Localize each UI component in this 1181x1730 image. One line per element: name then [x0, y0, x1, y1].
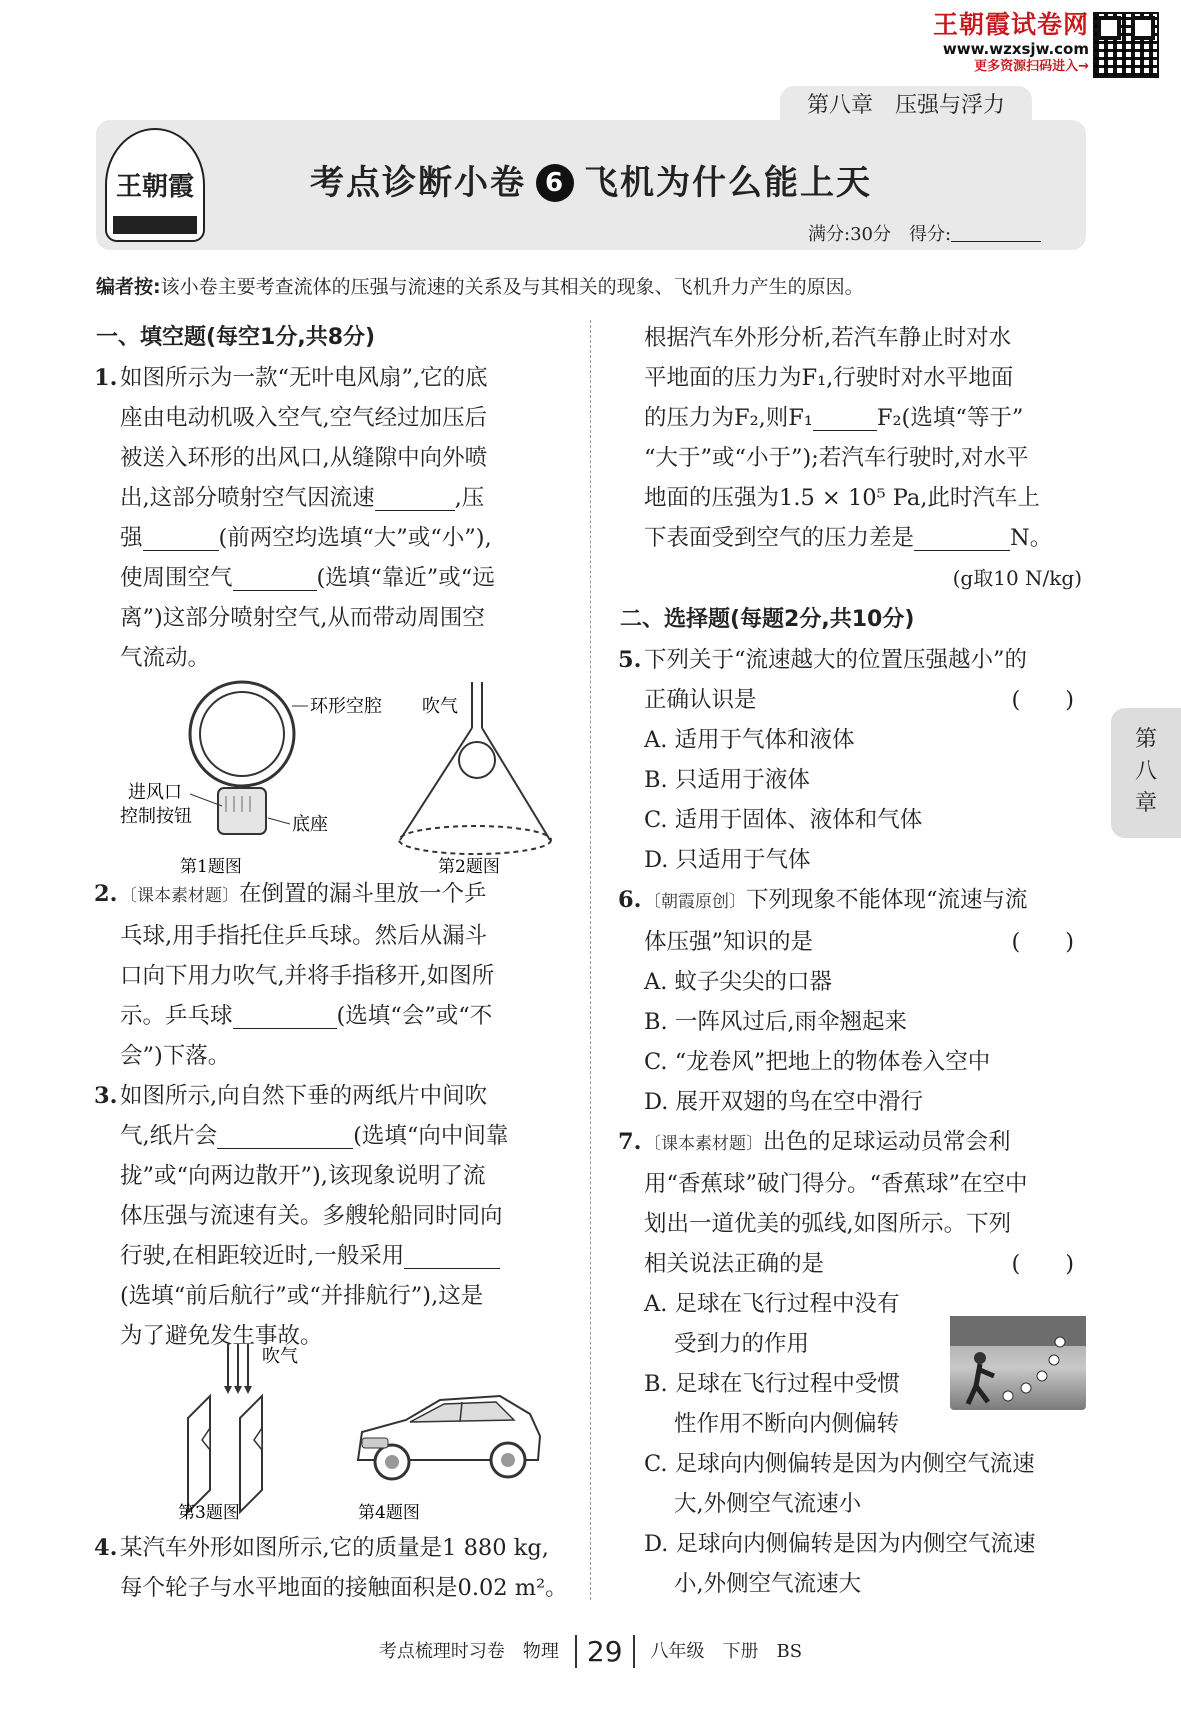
- text-line: 乓球,用手指托住乒乓球。然后从漏斗: [120, 923, 488, 949]
- label-button: 控制按钮: [120, 806, 192, 827]
- question-2: [96, 874, 568, 1076]
- brand-block: [933, 10, 1089, 75]
- text-line: [644, 922, 1082, 962]
- section-choice-title: 二、选择题(每题2分,共10分): [620, 607, 915, 632]
- car-figure: [358, 1396, 540, 1479]
- answer-paren[interactable]: ( ): [1011, 1251, 1074, 1277]
- title-main: 飞机为什么能上天: [584, 163, 872, 203]
- score-label: 得分:: [908, 224, 952, 245]
- soccer-photo: [950, 1316, 1086, 1410]
- text-seg: 示。乒乓球: [120, 1003, 233, 1029]
- text-line: [644, 1122, 1082, 1164]
- caption-fig2: 第2题图: [438, 857, 500, 877]
- title-prefix: 考点诊断小卷: [310, 163, 526, 203]
- text-line: 某汽车外形如图所示,它的质量是1 880 kg,: [120, 1535, 549, 1561]
- text-seg: 正确认识是: [644, 687, 757, 713]
- answer-blank[interactable]: [217, 1122, 353, 1149]
- label-inlet: 进风口: [128, 782, 182, 803]
- question-number: 1.: [94, 365, 118, 391]
- logo-text: 王朝霞: [115, 172, 194, 202]
- text-seg: 下表面受到空气的压力差是: [644, 525, 915, 551]
- text-seg: (选填“向中间靠: [353, 1123, 509, 1149]
- text-seg: (选填“会”或“不: [336, 1003, 493, 1029]
- option-d[interactable]: D. 展开双翅的鸟在空中滑行: [644, 1089, 924, 1115]
- text-line: 拢”或“向两边散开”),该现象说明了流: [120, 1163, 486, 1189]
- text-line: 会”)下落。: [120, 1043, 231, 1069]
- column-divider: [590, 320, 591, 1600]
- text-line: [120, 478, 568, 518]
- full-score: 满分:30分: [808, 224, 891, 245]
- text-line: 平地面的压力为F₁,行驶时对水平地面: [644, 365, 1014, 391]
- side-tab-char: 第: [1134, 727, 1157, 752]
- figure-1-2: [110, 680, 570, 880]
- option-c-cont: 大,外侧空气流速小: [674, 1491, 862, 1517]
- option-b-cont: 性作用不断向内侧偏转: [674, 1411, 900, 1437]
- footer-right: 八年级 下册 BS: [650, 1641, 803, 1662]
- text-line: 被送入环形的出风口,从缝隙中向外喷: [120, 445, 488, 471]
- label-ring: 环形空腔: [310, 696, 382, 717]
- answer-blank[interactable]: [375, 484, 455, 511]
- left-column-b: [96, 874, 568, 1356]
- answer-paren[interactable]: ( ): [1011, 687, 1074, 713]
- option-a-cont: 受到力的作用: [674, 1331, 810, 1357]
- text-line: [120, 1116, 568, 1156]
- caption-fig1: 第1题图: [180, 857, 242, 877]
- footer-left: 考点梳理时习卷 物理: [378, 1641, 559, 1662]
- question-6: [620, 880, 1082, 1122]
- text-seg: 下列现象不能体现“流速与流: [746, 887, 1028, 913]
- text-line: 下列关于“流速越大的位置压强越小”的: [644, 647, 1028, 673]
- question-tag: 〔课本素材题〕: [644, 1134, 763, 1154]
- text-seg: 使周围空气: [120, 565, 233, 591]
- question-tag: 〔课本素材题〕: [120, 886, 239, 906]
- side-tab-char: 八: [1134, 759, 1157, 784]
- text-line: [644, 880, 1082, 922]
- answer-blank[interactable]: [914, 524, 1010, 551]
- option-a[interactable]: A. 足球在飞行过程中没有: [644, 1291, 900, 1317]
- logo-ribbon: [113, 216, 197, 234]
- text-line: (g取10 N/kg): [952, 566, 1082, 590]
- caption-fig4: 第4题图: [358, 1503, 420, 1523]
- text-line: [120, 558, 568, 598]
- option-c[interactable]: C. 适用于固体、液体和气体: [644, 807, 923, 833]
- text-line: 用“香蕉球”破门得分。“香蕉球”在空中: [644, 1171, 1028, 1197]
- option-a[interactable]: A. 蚊子尖尖的口器: [644, 969, 833, 995]
- text-seg: N。: [1010, 525, 1053, 551]
- paper-figure: [188, 1344, 262, 1512]
- label-blow: 吹气: [422, 696, 458, 717]
- caption-fig3: 第3题图: [178, 1503, 240, 1523]
- text-seg: (选填“靠近”或“远: [316, 565, 495, 591]
- question-3: [96, 1076, 568, 1356]
- text-line: [644, 398, 1082, 438]
- logo: [105, 128, 205, 242]
- text-line: [644, 680, 1082, 720]
- option-a[interactable]: A. 适用于气体和液体: [644, 727, 855, 753]
- label-base: 底座: [292, 814, 328, 835]
- text-line: 离”)这部分喷射空气,从而带动周围空: [120, 605, 485, 631]
- page-number: 29: [575, 1635, 635, 1668]
- text-seg: 行驶,在相距较近时,一般采用: [120, 1243, 405, 1269]
- text-seg: 气,纸片会: [120, 1123, 218, 1149]
- text-line: [120, 1236, 568, 1276]
- question-number: 3.: [94, 1083, 118, 1109]
- answer-paren[interactable]: ( ): [1011, 929, 1074, 955]
- score-blank[interactable]: [951, 225, 1041, 242]
- chapter-tab: 第八章 压强与浮力: [780, 86, 1032, 124]
- option-b[interactable]: B. 足球在飞行过程中受惯: [644, 1371, 900, 1397]
- question-tag: 〔朝霞原创〕: [644, 892, 746, 912]
- section-fill-title: 一、填空题(每空1分,共8分): [96, 325, 376, 350]
- answer-blank[interactable]: [233, 1002, 337, 1029]
- left-column-c: [96, 1528, 576, 1608]
- text-line: 如图所示,向自然下垂的两纸片中间吹: [120, 1083, 488, 1109]
- answer-blank[interactable]: [404, 1242, 500, 1269]
- text-seg: 体压强”知识的是: [644, 929, 814, 955]
- figure-3-4: [110, 1340, 570, 1526]
- text-line: 为了避免发生事故。: [120, 1323, 323, 1349]
- text-seg: ,压: [454, 485, 485, 511]
- text-seg: 出色的足球运动员常会利: [763, 1129, 1011, 1155]
- question-4-cont: [620, 318, 1082, 598]
- chapter-side-tab: [1111, 708, 1181, 838]
- question-5: [620, 640, 1082, 880]
- text-line: 地面的压强为1.5 × 10⁵ Pa,此时汽车上: [644, 485, 1040, 511]
- text-line: 座由电动机吸入空气,空气经过加压后: [120, 405, 488, 431]
- brand-more: 更多资源扫码进入→: [974, 59, 1089, 74]
- text-line: 划出一道优美的弧线,如图所示。下列: [644, 1211, 1012, 1237]
- question-1: [96, 358, 568, 678]
- text-seg: 出,这部分喷射空气因流速: [120, 485, 375, 511]
- text-seg: 在倒置的漏斗里放一个乒: [239, 881, 487, 907]
- side-tab-char: 章: [1134, 791, 1157, 816]
- option-d[interactable]: D. 足球向内侧偏转是因为内侧空气流速: [644, 1531, 1036, 1557]
- option-d[interactable]: D. 只适用于气体: [644, 847, 811, 873]
- text-line: (选填“前后航行”或“并排航行”),这是: [120, 1283, 484, 1309]
- question-number: 2.: [94, 881, 118, 907]
- text-seg: 相关说法正确的是: [644, 1251, 825, 1277]
- option-c[interactable]: C. 足球向内侧偏转是因为内侧空气流速: [644, 1451, 1035, 1477]
- left-column: [96, 318, 568, 678]
- text-line: 每个轮子与水平地面的接触面积是0.02 m²。: [120, 1575, 568, 1601]
- editor-note: [96, 272, 1086, 299]
- fan-figure: [190, 682, 308, 834]
- text-line: “大于”或“小于”);若汽车行驶时,对水平: [644, 445, 1029, 471]
- text-line: 根据汽车外形分析,若汽车静止时对水: [644, 325, 1012, 351]
- text-line: [644, 518, 1082, 558]
- text-line: [120, 874, 568, 916]
- option-c[interactable]: C. “龙卷风”把地上的物体卷入空中: [644, 1049, 991, 1075]
- question-number: 4.: [94, 1535, 118, 1561]
- text-line: 如图所示为一款“无叶电风扇”,它的底: [120, 365, 488, 391]
- answer-blank[interactable]: [233, 564, 317, 591]
- score-line: [808, 220, 1041, 246]
- editor-label: 编者按:: [96, 276, 161, 298]
- question-number: 5.: [618, 647, 642, 673]
- label-blow-3: 吹气: [262, 1346, 298, 1367]
- option-b[interactable]: B. 一阵风过后,雨伞翘起来: [644, 1009, 907, 1035]
- question-number: 6.: [618, 887, 642, 913]
- page-footer: [0, 1635, 1181, 1668]
- question-number: 7.: [618, 1129, 642, 1155]
- answer-blank[interactable]: [813, 404, 877, 431]
- brand-url[interactable]: www.wzxsjw.com: [942, 40, 1089, 58]
- editor-text: 该小卷主要考查流体的压强与流速的关系及与其相关的现象、飞机升力产生的原因。: [160, 276, 864, 298]
- text-line: 体压强与流速有关。多艘轮船同时同向: [120, 1203, 503, 1229]
- text-seg: 的压力为F₂,则F₁: [644, 405, 813, 431]
- text-seg: F₂(选填“等于”: [876, 405, 1024, 431]
- text-seg: (前两空均选填“大”或“小”),: [218, 525, 492, 551]
- answer-blank[interactable]: [143, 524, 219, 551]
- text-seg: 强: [120, 525, 143, 551]
- brand-name: 王朝霞试卷网: [932, 10, 1089, 39]
- title-number: 6: [536, 164, 574, 202]
- text-line: [644, 1244, 1082, 1284]
- text-line: [120, 996, 568, 1036]
- text-line: [120, 518, 568, 558]
- right-column: [620, 318, 1082, 1604]
- question-4: [96, 1528, 576, 1608]
- page-title: [310, 155, 970, 204]
- option-d-cont: 小,外侧空气流速大: [674, 1571, 862, 1597]
- option-b[interactable]: B. 只适用于液体: [644, 767, 810, 793]
- qr-code-icon[interactable]: [1093, 12, 1159, 78]
- text-line: 口向下用力吹气,并将手指移开,如图所: [120, 963, 495, 989]
- text-line: 气流动。: [120, 645, 211, 671]
